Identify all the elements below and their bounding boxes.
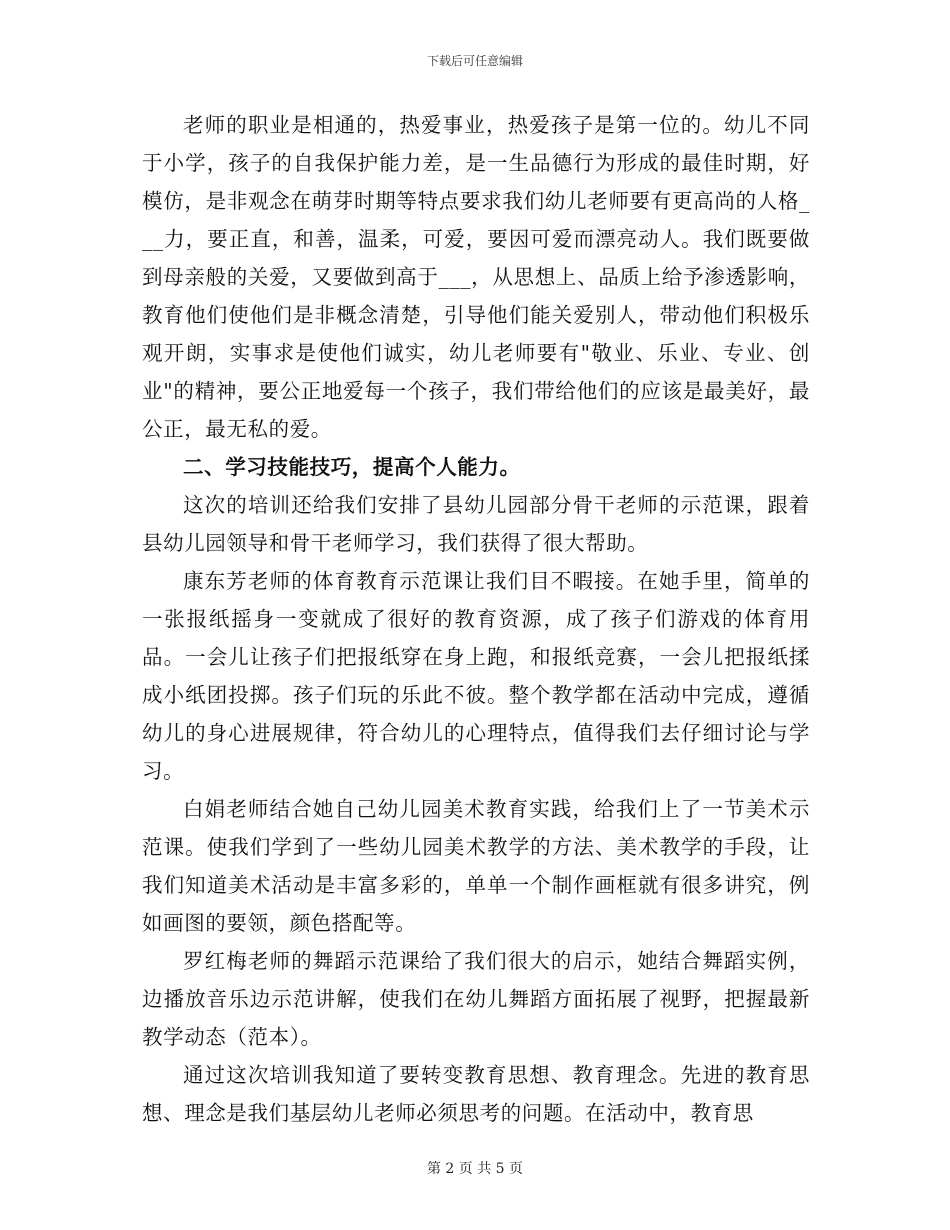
paragraph-art-demo: 白娟老师结合她自己幼儿园美术教育实践，给我们上了一节美术示范课。使我们学到了一些幼儿园美术教学的方法、美术教学的手段，让我们知道美术活动是丰富多彩的，单单一个制作画框就有很多讲究，例如画图的要领，颜色搭配等。 [142,797,810,935]
page-number-footer: 第 2 页 共 5 页 [426,1161,524,1177]
paragraph-training-intro: 这次的培训还给我们安排了县幼儿园部分骨干老师的示范课，跟着县幼儿园领导和骨干老师学习，我们获得了很大帮助。 [142,493,810,555]
section-heading-skills: 二、学习技能技巧，提高个人能力。 [183,455,521,479]
paragraph-teacher-profession: 老师的职业是相通的，热爱事业，热爱孩子是第一位的。幼儿不同于小学，孩子的自我保护能力差，是一生品德行为形成的最佳时期，好模仿，是非观念在萌芽时期等特点要求我们幼儿老师要有更高尚的人格___力，要正直，和善，温柔，可爱，要因可爱而漂亮动人。我们既要做到母亲般的关爱，又要做到高于___，从思想上、品质上给予渗透影响，教育他们使他们是非概念清楚，引导他们能关爱别人，带动他们积极乐观开朗，实事求是使他们诚实，幼儿老师要有"敬业、乐业、专业、创业"的精神，要公正地爱每一个孩子，我们带给他们的应该是最美好，最公正，最无私的爱。 [142,113,810,441]
document-body [142,106,810,1132]
paragraph-pe-demo: 康东芳老师的体育教育示范课让我们目不暇接。在她手里，简单的一张报纸摇身一变就成了很好的教育资源，成了孩子们游戏的体育用品。一会儿让孩子们把报纸穿在身上跑，和报纸竞赛，一会儿把报纸揉成小纸团投掷。孩子们玩的乐此不彼。整个教学都在活动中完成，遵循幼儿的身心进展规律，符合幼儿的心理特点，值得我们去仔细讨论与学习。 [142,569,810,783]
paragraph-education-thought: 通过这次培训我知道了要转变教育思想、教育理念。先进的教育思想、理念是我们基层幼儿老师必须思考的问题。在活动中，教育思 [142,1063,810,1125]
page-header: 下载后可任意编辑 [426,54,523,68]
paragraph-dance-demo: 罗红梅老师的舞蹈示范课给了我们很大的启示，她结合舞蹈实例，边播放音乐边示范讲解，使我们在幼儿舞蹈方面拓展了视野，把握最新教学动态（范本）。 [142,949,810,1049]
